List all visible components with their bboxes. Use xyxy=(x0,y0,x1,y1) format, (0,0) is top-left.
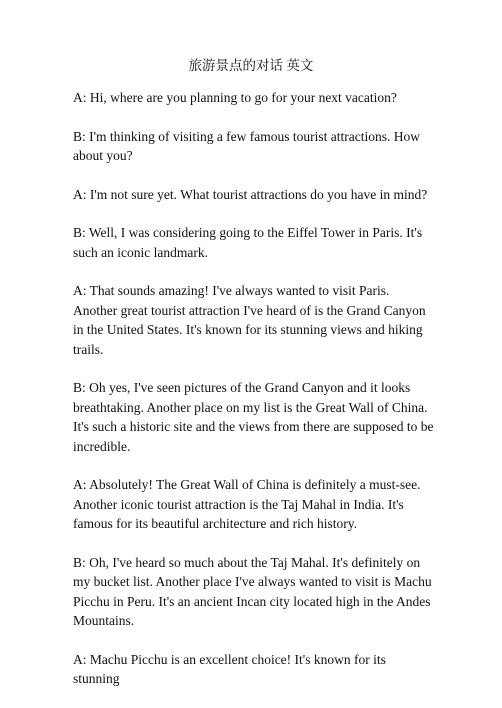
dialogue-line: B: I'm thinking of visiting a few famous tourist attractions. How about you? xyxy=(73,128,421,163)
dialogue-line: B: Well, I was considering going to the Eiffel Tower in Paris. It's such an iconic landmark. xyxy=(73,225,423,260)
document-title: 旅游景点的对话 英文 xyxy=(188,58,314,73)
dialogue-body xyxy=(73,88,435,708)
dialogue-line: A: Hi, where are you planning to go for your next vacation? xyxy=(73,90,397,105)
dialogue-line: A: Machu Picchu is an excellent choice! It's known for its stunning xyxy=(73,651,386,686)
dialogue-line: A: Absolutely! The Great Wall of China is definitely a must-see. Another iconic tourist attraction is the Taj Mahal in India. It's famous for its beautiful architecture and rich history. xyxy=(73,477,421,531)
dialogue-line: B: Oh, I've heard so much about the Taj Mahal. It's definitely on my bucket list. Another place I've always wanted to visit is Machu Picchu in Peru. It's an ancient Incan city located high in the Andes Mountains. xyxy=(73,554,432,628)
dialogue-line: A: That sounds amazing! I've always wanted to visit Paris. Another great tourist attraction I've heard of is the Grand Canyon in the United States. It's known for its stunning views and hiking trails. xyxy=(73,283,426,357)
dialogue-line: A: I'm not sure yet. What tourist attractions do you have in mind? xyxy=(73,186,428,202)
dialogue-line: B: Oh yes, I've seen pictures of the Grand Canyon and it looks breathtaking. Another place on my list is the Great Wall of China. It's such a historic site and the views from there are supposed to be incredible. xyxy=(73,380,434,454)
